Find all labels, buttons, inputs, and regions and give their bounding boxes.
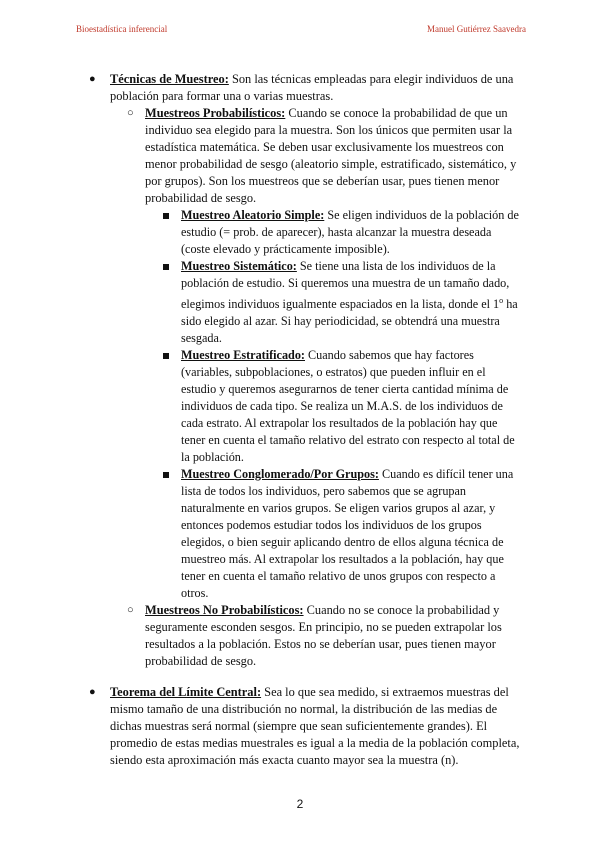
list-item-teorema-limite-central	[0, 684, 600, 769]
bullet-square-icon	[163, 213, 169, 219]
bullet-hollow-icon: ○	[127, 604, 134, 617]
list-item-muestreos-probabilisticos	[0, 105, 600, 207]
definition-muestreos-no-probabilisticos: Cuando no se conoce la probabilidad y seguramente esconden sesgos. En principio, no se pueden extrapolar los resultados a la población. Estos no se deberían usar, pues tienen mayor probabilidad de sesgo.	[145, 603, 502, 669]
term-muestreo-conglomerado: Muestreo Conglomerado/Por Grupos:	[181, 467, 379, 482]
header-author: Manuel Gutiérrez Saavedra	[427, 24, 526, 34]
term-muestreo-aleatorio: Muestreo Aleatorio Simple:	[181, 208, 325, 222]
term-muestreos-probabilisticos: Muestreos Probabilísticos:	[145, 106, 286, 120]
definition-muestreo-conglomerado: Cuando es difícil tener una lista de todos los individuos, pero sabemos que se agrupan naturalmente en varios grupos. Se eligen varios grupos al azar, y entonces podemos estudiar todos los individuos de los grupos elegidos, o bien seguir aplicando dentro de ellos alguna técnica de muestreo más. Al extrapolar los resultados a la población, hay que tener en cuenta el tamaño relativo de unos grupos con respecto a otros.	[181, 467, 514, 601]
definition-muestreo-sistematico: Se tiene una lista de los individuos de la población de estudio. Si queremos una muestra de un tamaño dado, elegimos individuos igualmente espaciados en la lista, donde el 1	[181, 259, 510, 312]
ordinal-superscript: o	[499, 296, 504, 305]
list-item-muestreo-estratificado	[0, 347, 600, 466]
term-tecnicas-muestreo: Técnicas de Muestreo:	[110, 72, 229, 86]
section-spacer	[0, 670, 600, 684]
list-item-muestreo-conglomerado	[0, 466, 600, 602]
definition-muestreo-estratificado: Cuando sabemos que hay factores (variables, subpoblaciones, o estratos) que pueden influir en el estudio y queremos asegurarnos de tener cierta cantidad mínima de individuos de cada tipo. Se realiza un M.A.S. de los individuos de cada estrato. Al extrapolar los resultados de la población hay que tener en cuenta el tamaño relativo del estrato con respecto al total de la población.	[181, 348, 515, 465]
header-course-title: Bioestadística inferencial	[76, 24, 168, 34]
term-muestreos-no-probabilisticos: Muestreos No Probabilísticos:	[145, 603, 304, 618]
bullet-square-icon	[163, 472, 169, 478]
definition-tecnicas-muestreo: Son las técnicas empleadas para elegir individuos de una población para formar una o varias muestras.	[110, 72, 514, 103]
list-item-tecnicas-muestreo	[0, 71, 600, 105]
term-muestreo-sistematico: Muestreo Sistemático:	[181, 259, 297, 273]
list-item-muestreo-aleatorio	[0, 207, 600, 258]
bullet-filled-icon: ●	[89, 73, 96, 85]
list-item-muestreo-sistematico	[0, 258, 600, 347]
term-teorema-limite-central: Teorema del Límite Central:	[110, 685, 262, 700]
page-header	[76, 24, 526, 34]
definition-muestreo-aleatorio: Se eligen individuos de la población de estudio (= prob. de aparecer), hasta alcanzar la muestra deseada (coste elevado y prácticamente imposible).	[181, 208, 519, 256]
definition-muestreos-probabilisticos: Cuando se conoce la probabilidad de que un individuo sea elegido para la muestra. Son los únicos que permiten usar la estadística matemática. Se deben usar exclusivamente los muestreos con menor probabilidad de sesgo (aleatorio simple, estratificado, sistemático, y por grupos). Son los muestreos que se deberían usar, pues tienen menor probabilidad de sesgo.	[145, 106, 517, 205]
bullet-square-icon	[163, 264, 169, 270]
bullet-hollow-icon: ○	[127, 107, 134, 119]
page-content	[0, 71, 600, 769]
definition-muestreo-sistematico-cont: ha sido elegido al azar. Si hay periodicidad, se obtendrá una muestra sesgada.	[181, 297, 518, 346]
bullet-filled-icon: ●	[89, 686, 96, 699]
term-muestreo-estratificado: Muestreo Estratificado:	[181, 348, 305, 363]
definition-teorema-limite-central: Sea lo que sea medido, si extraemos muestras del mismo tamaño de una distribución no normal, la distribución de las medias de dichas muestras será normal (siempre que sean suficientemente grandes). El promedio de estas medias muestrales es igual a la media de la población completa, siendo esta aproximación más exacta cuanto mayor sea la muestra (n).	[110, 685, 520, 768]
list-item-muestreos-no-probabilisticos	[0, 602, 600, 670]
bullet-square-icon	[163, 353, 169, 359]
page-number: 2	[296, 797, 304, 811]
